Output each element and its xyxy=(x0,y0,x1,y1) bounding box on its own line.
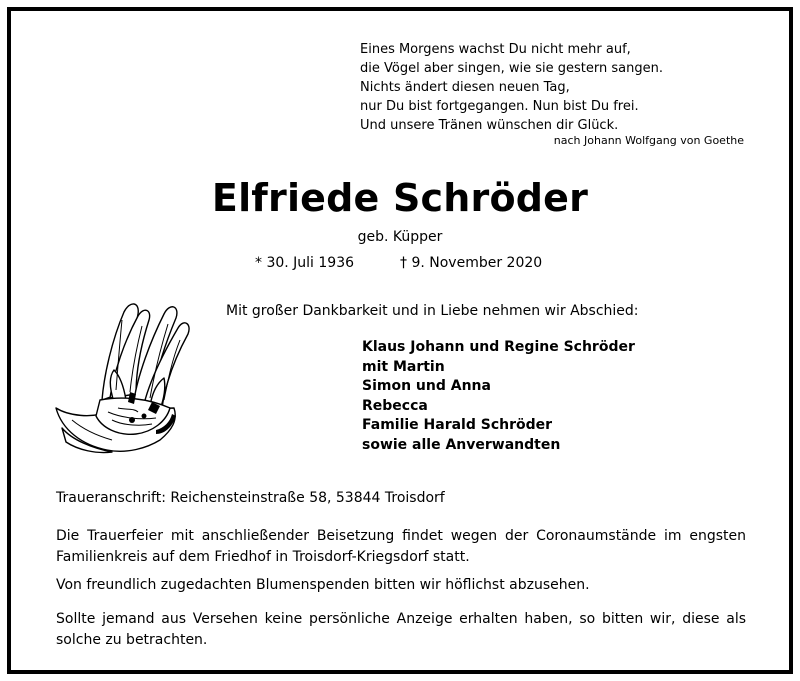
mourner-line: Simon und Anna xyxy=(362,378,491,394)
mourning-address: Traueranschrift: Reichensteinstraße 58, 53844 Troisdorf xyxy=(56,490,445,506)
mourner-line: Familie Harald Schröder xyxy=(362,417,553,433)
death-date: † 9. November 2020 xyxy=(400,255,543,271)
poem-line: nur Du bist fortgegangen. Nun bist Du frei. xyxy=(360,99,639,114)
mourner-line: Rebecca xyxy=(362,397,428,414)
poem-line: Und unsere Tränen wünschen dir Glück. xyxy=(360,118,619,133)
poem-line: die Vögel aber singen, wie sie gestern sangen. xyxy=(360,61,663,76)
praying-hands-icon xyxy=(52,280,192,465)
farewell-intro: Mit großer Dankbarkeit und in Liebe nehmen wir Abschied: xyxy=(226,303,639,319)
poem xyxy=(360,40,663,135)
mourner-line: sowie alle Anverwandten xyxy=(362,436,561,453)
mourner-line: Klaus Johann und Regine Schröder xyxy=(362,339,635,355)
poem-line: Eines Morgens wachst Du nicht mehr auf, xyxy=(360,42,631,57)
apology-paragraph: Sollte jemand aus Versehen keine persönliche Anzeige erhalten haben, so bitten wir, diese als solche zu betrachten. xyxy=(56,611,746,648)
maiden-name: geb. Küpper xyxy=(357,229,443,245)
birth-date: * 30. Juli 1936 xyxy=(255,255,355,271)
poem-attribution: nach Johann Wolfgang von Goethe xyxy=(553,134,744,147)
funeral-notice-paragraph: Die Trauerfeier mit anschließender Beisetzung findet wegen der Coronaumstände im engsten Familienkreis auf dem Friedhof in Troisdorf-Kriegsdorf statt. xyxy=(56,528,746,565)
flowers-request-paragraph: Von freundlich zugedachten Blumenspenden bitten wir höflichst abzusehen. xyxy=(56,577,590,593)
mourner-line: mit Martin xyxy=(362,358,445,375)
deceased-name: Elfriede Schröder xyxy=(211,176,589,220)
poem-line: Nichts ändert diesen neuen Tag, xyxy=(360,80,570,95)
mourners-list xyxy=(362,338,635,455)
